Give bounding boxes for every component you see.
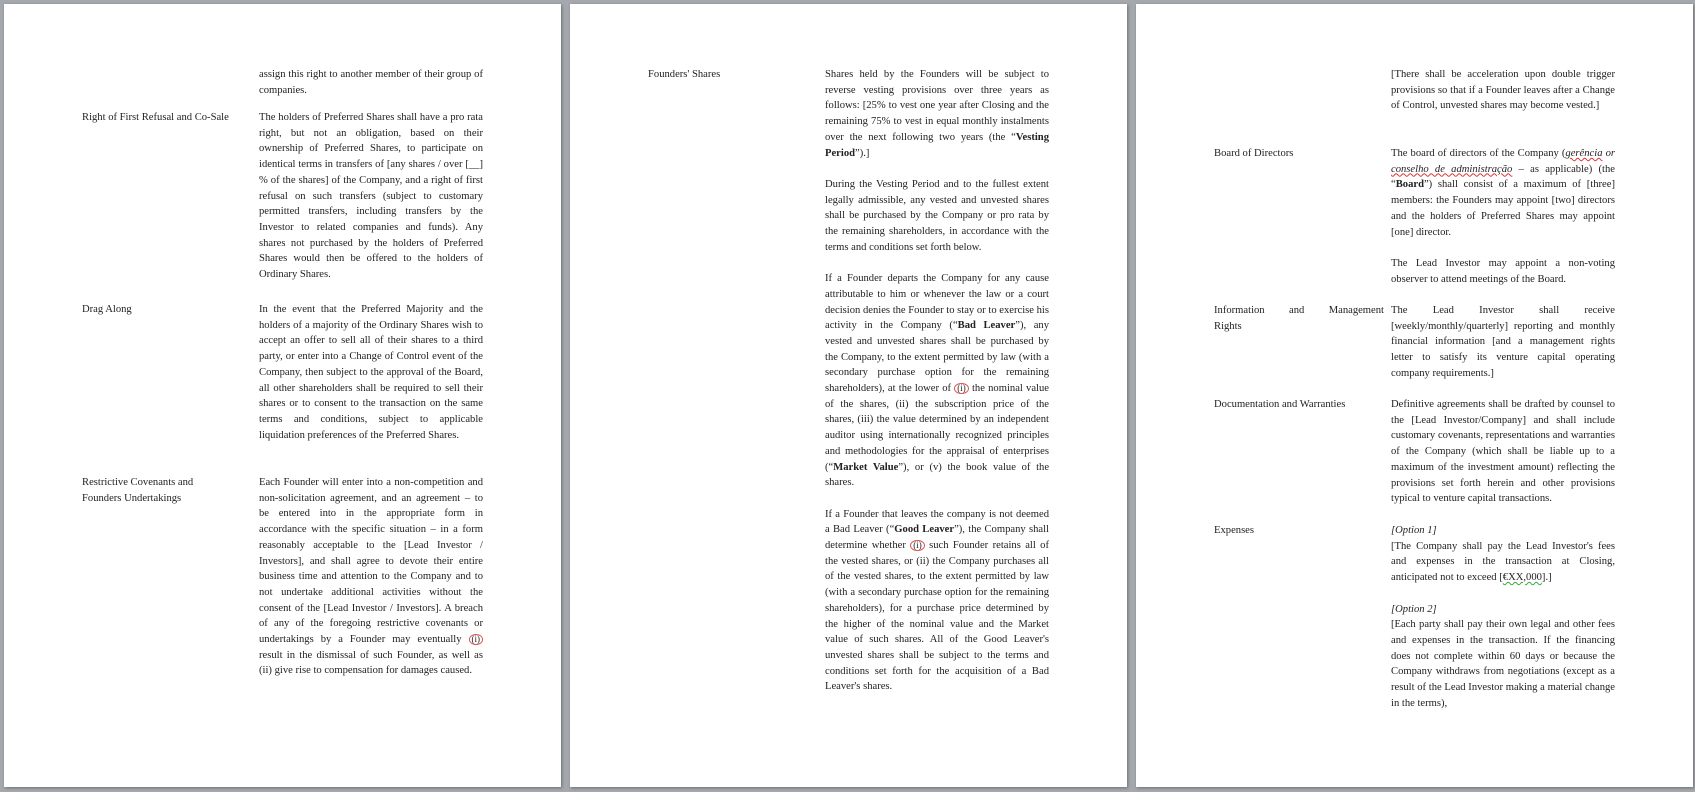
document-page-1 <box>4 4 561 787</box>
expenses-label: Expenses <box>1214 525 1255 536</box>
board-label: Board of Directors <box>1214 148 1294 159</box>
expenses-text: [Option 1] [The Company shall pay the Lead Investor's fees and expenses in the transaction at Closing, anticipated not to exceed [€XX,000].] [Option 2] [Each party shall pay their own legal and other fees and expenses in the transaction. If the financing does not complete within 60 days or because the Company withdraws from negotiations (except as a result of the Lead Investor making a material change in the terms), <box>1391 525 1615 709</box>
rofr-label: Right of First Refusal and Co-Sale <box>82 112 229 123</box>
founders-shares-text: Shares held by the Founders will be subject to reverse vesting provisions over three years as follows: [25% to vest one year after Closing and the remaining 75% to vest in equal monthly instalments over the next following two years (the “Vesting Period”).] During the Vesting Period and to the fullest extent legally admissible, any vested and unvested shares shall be purchased by the Company or pro rata by the remaining shareholders, in accordance with the terms and conditions set forth below. If a Founder departs the Company for any cause attributable to him or whenever the law or a court decision denies the Founder to stay or to exercise his activity in the Company (“Bad Leaver”), any vested and unvested shares shall be purchased by the Company, to the extent permitted by law (with a secondary purchase option for the remaining shareholders), at the lower of (i) the nominal value of the shares, (ii) the subscription price of the shares, (iii) the value determined by an independent auditor using internationally recognized principles and methodologies for the appraisal of enterprises (“Market Value”), or (v) the book value of the shares. If a Founder that leaves the company is not deemed a Bad Leaver (“Good Leaver”), the Company shall determine whether (i) such Founder retains all of the vested shares, or (ii) the Company purchases all of the vested shares, to the extent permitted by law (with a secondary purchase option for the remaining shareholders), for a purchase price determined by the higher of the nominal value and the Market value of such shares. All of the Good Leaver's unvested shares shall be subject to the terms and conditions set forth for the acquisition of a Bad Leaver's shares. <box>825 69 1050 693</box>
documentation-text: Definitive agreements shall be drafted by counsel to the [Lead Investor/Company] and shall include customary covenants, representations and warranties of the Company (which shall be liable up to a maximum of the investment amount) reflecting the provisions set forth herein and other provisions typical to venture capital transactions. <box>1391 399 1615 505</box>
rofr-text: The holders of Preferred Shares shall have a pro rata right, but not an obligation, based on their ownership of Preferred Shares, to participate on identical terms in transfers of [any shares / over [__] % of the shares] of the Company, and a right of first refusal on such transfers (subject to customary permitted transfers, including transfers by the Investor to related companies and funds). Any shares not purchased by the holders of Preferred Shares would then be offered to the holders of Ordinary Shares. <box>259 112 483 281</box>
covenants-text: Each Founder will enter into a non-competition and non-solicitation agreement, and an agreement – to be entered into in the appropriate form in accordance with the specific situation – in a form reasonably acceptable to the [Lead Investor / Investors], and shall agree to devote their entire business time and attention to the Company and to not undertake additional activities without the consent of the [Lead Investor / Investors]. A breach of any of the foregoing restrictive covenants or undertakings by a Founder may eventually (i) result in the dismissal of such Founder, as well as (ii) give rise to compensation for damages caused. <box>259 477 483 677</box>
document-page-3 <box>1136 4 1693 787</box>
founders-shares-label: Founders' Shares <box>648 69 721 80</box>
drag-along-label: Drag Along <box>82 304 132 315</box>
document-page-2 <box>570 4 1127 787</box>
marker-ii: (ii) <box>259 665 272 677</box>
documentation-label: Documentation and Warranties <box>1214 399 1346 410</box>
marker-i: (i) <box>954 383 969 394</box>
acceleration-text: [There shall be acceleration upon double trigger provisions so that if a Founder leaves after a Change of Control, unvested shares may become vested.] <box>1391 69 1615 112</box>
marker-i: (i) <box>469 634 484 645</box>
marker-i: (i) <box>910 540 925 551</box>
continuation-text: assign this right to another member of their group of companies. <box>259 69 483 96</box>
board-text: The board of directors of the Company (gerência or conselho de administração – as applicable) (the “Board”) shall consist of a maximum of [three] members: the Founders may appoint [two] directors and the holders of Preferred Shares may appoint [one] director. The Lead Investor may appoint a non-voting observer to attend meetings of the Board. <box>1391 148 1615 285</box>
drag-along-text: In the event that the Preferred Majority and the holders of a majority of the Ordinary Shares wish to accept an offer to sell all of their shares to a third party, or enter into a Change of Control event of the Company, then subject to the approval of the Board, all other shareholders shall be required to sell their shares or to consent to the transaction on the same terms and conditions, subject to applicable liquidation preferences of the Preferred Shares. <box>259 304 483 441</box>
info-rights-text: The Lead Investor shall receive [weekly/monthly/quarterly] reporting and monthly financial information [and a management rights letter to satisfy its venture capital operating company requirements.] <box>1391 305 1615 379</box>
info-rights-label: Information and Management Rights <box>1214 305 1384 332</box>
covenants-label: Restrictive Covenants and Founders Undertakings <box>82 477 194 504</box>
